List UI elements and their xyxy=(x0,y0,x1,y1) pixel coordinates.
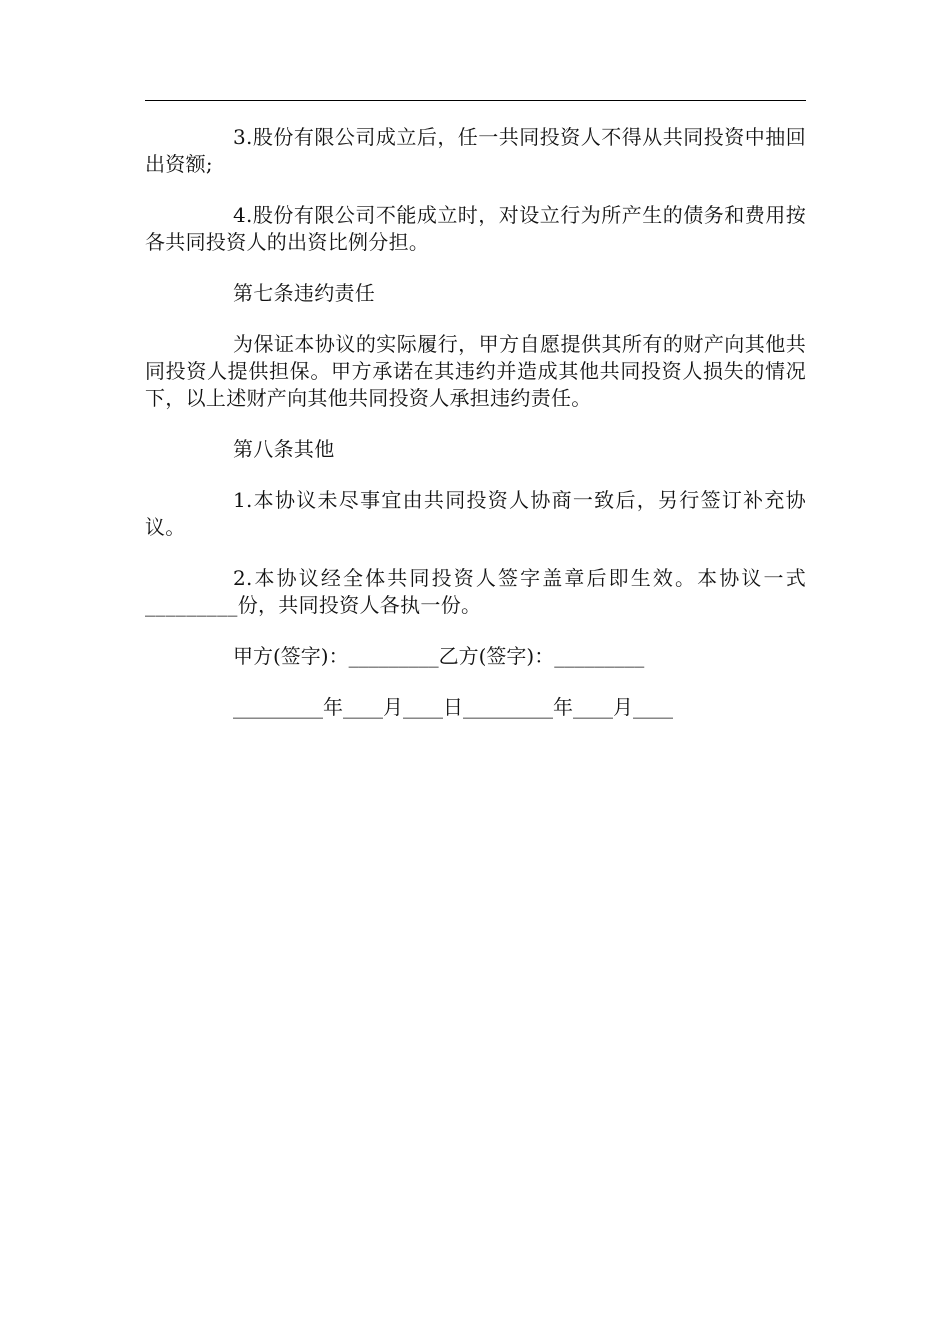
article-7-body: 为保证本协议的实际履行，甲方自愿提供其所有的财产向其他共同投资人提供担保。甲方承诺在其违约并造成其他共同投资人损失的情况下，以上述财产向其他共同投资人承担违约责任。 xyxy=(145,332,806,410)
article-7-heading: 第七条违约责任 xyxy=(233,281,376,305)
clause-4-paragraph: 4.股份有限公司不能成立时，对设立行为所产生的债务和费用按各共同投资人的出资比例分担。 xyxy=(145,203,806,254)
clause-3-paragraph: 3.股份有限公司成立后，任一共同投资人不得从共同投资中抽回出资额; xyxy=(145,125,806,176)
header-rule xyxy=(145,100,806,101)
signature-line: 甲方(签字)：_________乙方(签字)：_________ xyxy=(233,644,645,668)
article-8-clause-2: 2.本协议经全体共同投资人签字盖章后即生效。本协议一式_________份，共同投资人各执一份。 xyxy=(145,566,806,617)
article-8-clause-1: 1.本协议未尽事宜由共同投资人协商一致后，另行签订补充协议。 xyxy=(145,488,806,539)
article-8-heading: 第八条其他 xyxy=(233,437,335,461)
date-line: _________年____月____日_________年____月____ xyxy=(233,695,673,719)
document-body xyxy=(145,124,806,745)
